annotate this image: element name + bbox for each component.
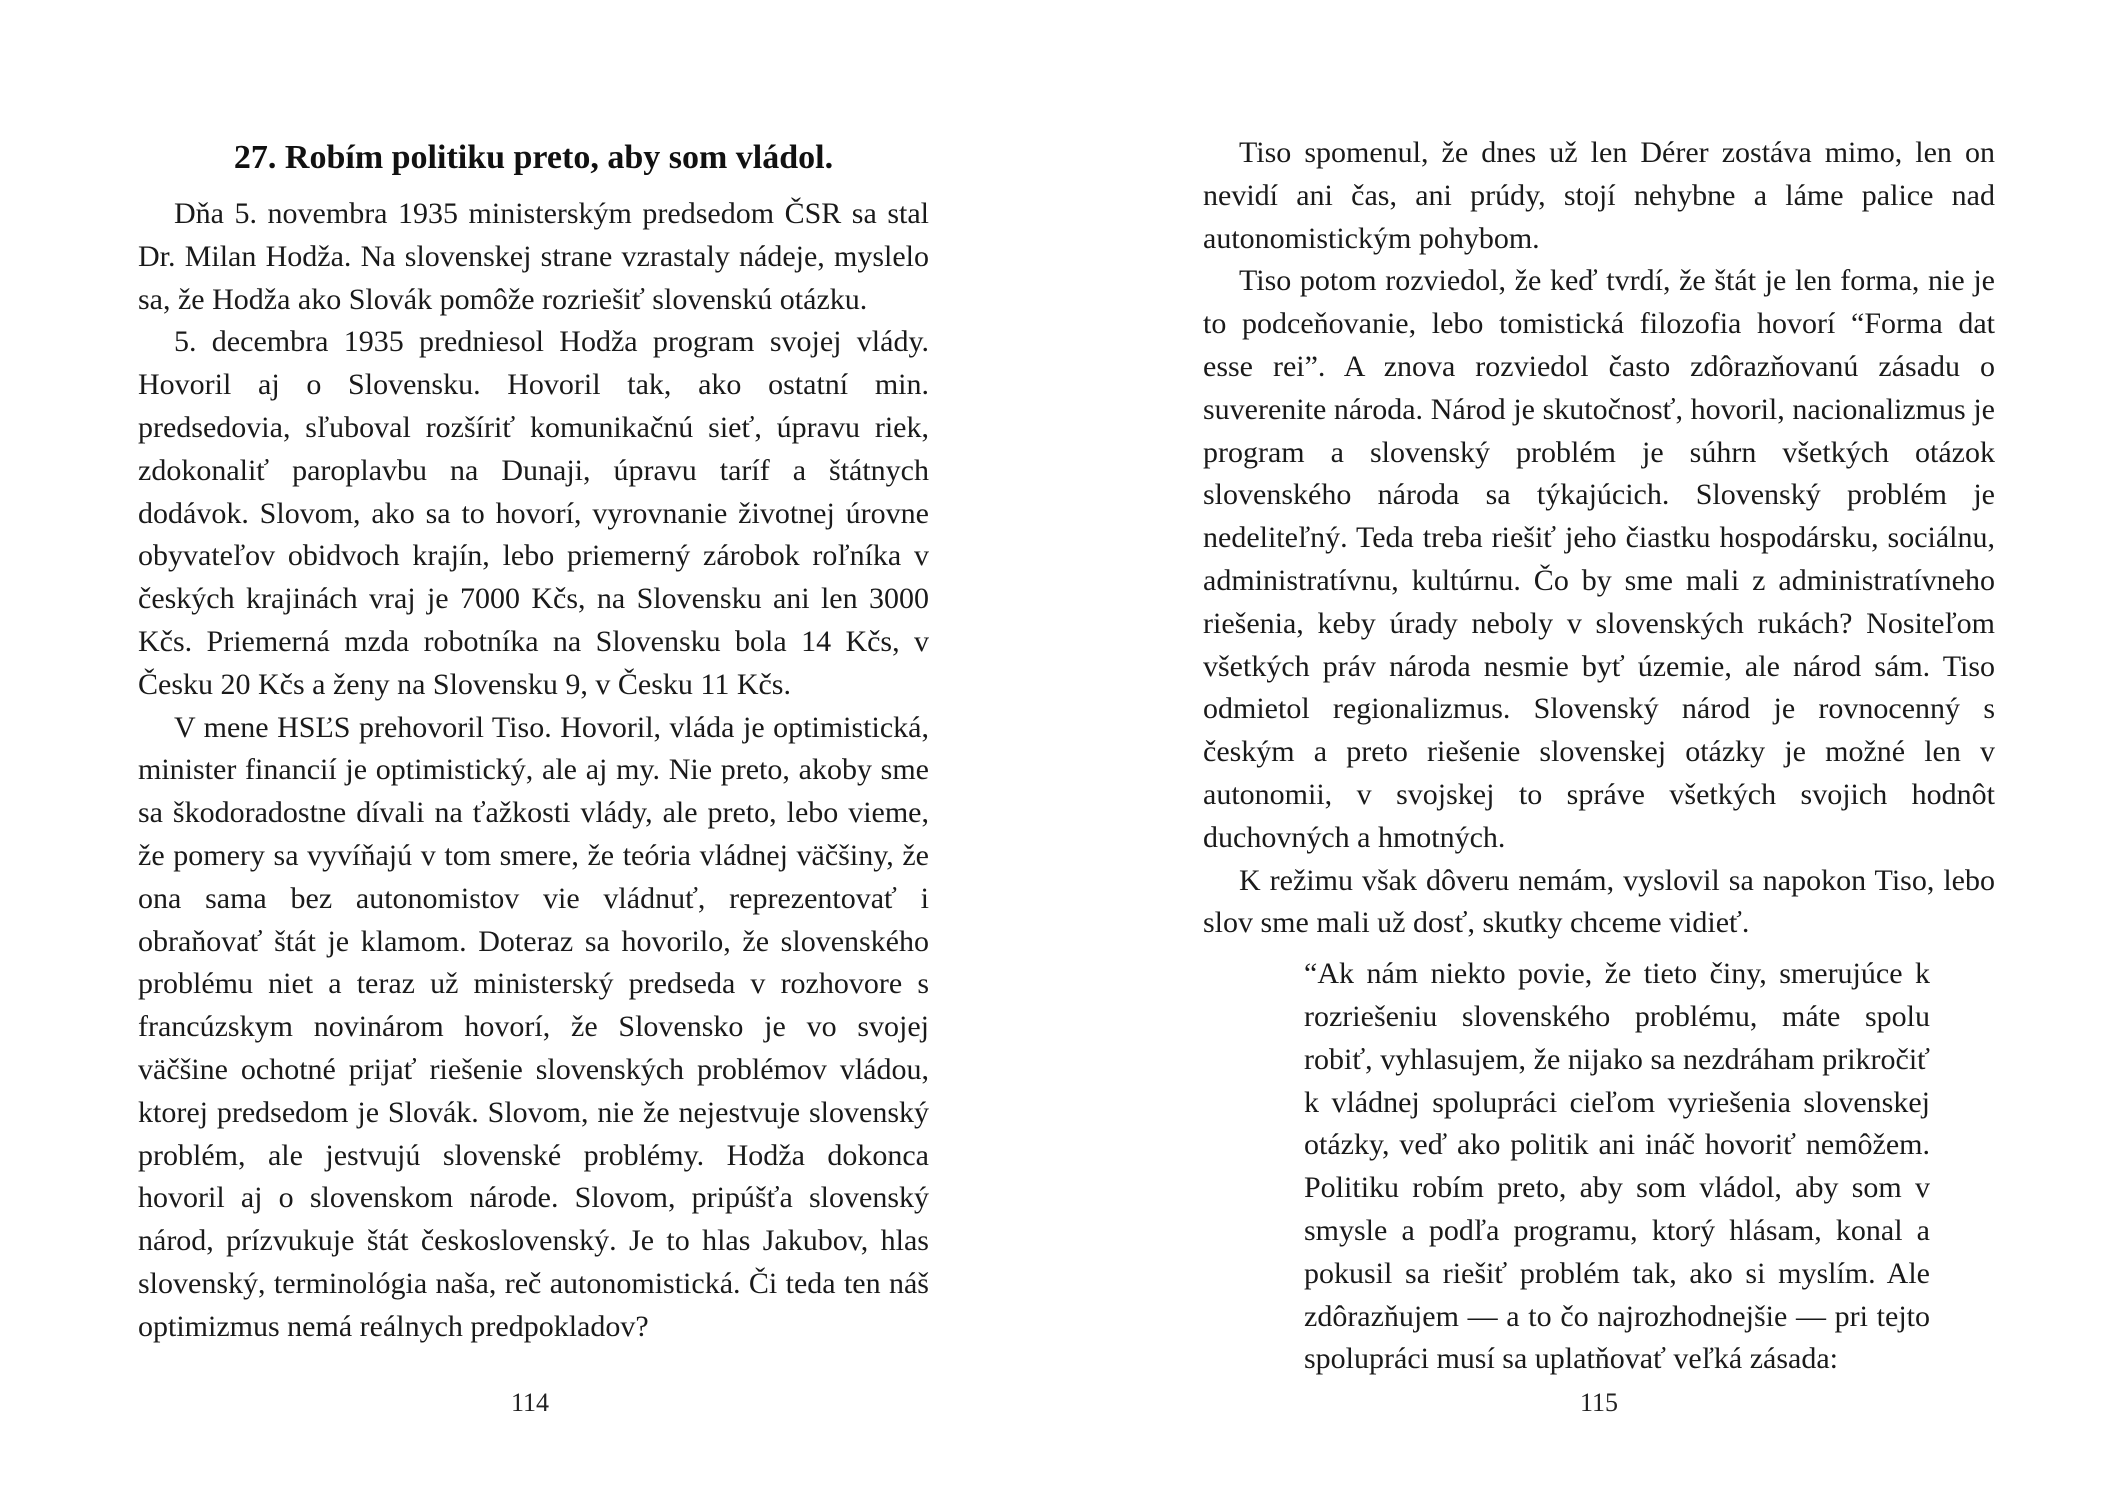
paragraph: Tiso spomenul, že dnes už len Dérer zostáva mimo, len on nevidí ani čas, ani prúdy, stojí nehybne a láme palice nad autonomistickým pohybom. <box>1203 136 1995 255</box>
paragraph: 5. decembra 1935 predniesol Hodža program svojej vlády. Hovoril aj o Slovensku. Hovoril tak, ako ostatní min. predsedovia, sľuboval rozšíriť komunikačnú sieť, úpravu riek, zdokonaliť paroplavbu na Dunaji, úpravu taríf a štátnych dodávok. Slovom, ako sa to hovorí, vyrovnanie životnej úrovne obyvateľov obidvoch krajín, lebo priemerný zárobok roľníka v českých krajinách vraj je 7000 Kčs, na Slovensku ani len 3000 Kčs. Priemerná mzda robotníka na Slovensku bola 14 Kčs, v Česku 20 Kčs a ženy na Slovensku 9, v Česku 11 Kčs. <box>138 325 929 701</box>
page-number: 114 <box>510 1388 550 1417</box>
paragraph: Tiso potom rozviedol, že keď tvrdí, že štát je len forma, nie je to podceňovanie, lebo tomistická filozofia hovorí “Forma dat esse rei”. A znova rozviedol často zdôrazňovanú zásadu o suverenite národa. Národ je skutočnosť, hovoril, nacionalizmus je program a slovenský problém je súhrn všetkých otázok slovenského národa sa týkajúcich. Slovenský problém je nedeliteľný. Teda treba riešiť jeho čiastku hospodársku, sociálnu, administratívnu, kultúrnu. Čo by sme mali z administratívneho riešenia, keby úrady neboly v slovenských rukách? Nositeľom všetkých práv národa nesmie byť územie, ale národ sám. Tiso odmietol regionalizmus. Slovenský národ je rovnocenný s českým a preto riešenie slovenskej otázky je možné len v autonomii, v svojskej to správe všetkých svojich hodnôt duchovných a hmotných. <box>1203 264 1995 854</box>
chapter-title: 27. Robím politiku preto, aby som vládol. <box>233 139 834 176</box>
right-page <box>1059 0 2118 1500</box>
page-number: 115 <box>1579 1388 1619 1417</box>
right-page-body <box>1203 132 1995 1381</box>
block-quote: “Ak nám niekto povie, že tieto činy, smerujúce k rozriešeniu slovenského problému, máte spolu robiť, vyhlasujem, že nijako sa nezdráham prikročiť k vládnej spolupráci cieľom vyriešenia slovenskej otázky, veď ako politik ani ináč hovoriť nemôžem. Politiku robím preto, aby som vládol, aby som v smysle a podľa programu, ktorý hlásam, konal a pokusil sa riešiť problém tak, ako si myslím. Ale zdôrazňujem — a to čo najrozhodnejšie — pri tejto spolupráci musí sa uplatňovať veľká zásada: <box>1304 957 1930 1376</box>
paragraph: Dňa 5. novembra 1935 ministerským predsedom ČSR sa stal Dr. Milan Hodža. Na slovenskej strane vzrastaly nádeje, myslelo sa, že Hodža ako Slovák pomôže rozriešiť slovenskú otázku. <box>138 197 929 316</box>
paragraph: K režimu však dôveru nemám, vyslovil sa napokon Tiso, lebo slov sme mali už dosť, skutky chceme vidieť. <box>1203 863 1995 940</box>
paragraph: V mene HSĽS prehovoril Tiso. Hovoril, vláda je optimistická, minister financií je optimistický, ale aj my. Nie preto, akoby sme sa škodoradostne dívali na ťažkosti vlády, ale preto, lebo vieme, že pomery sa vyvíňajú v tom smere, že teória vládnej väčšiny, že ona sama bez autonomistov vie vládnuť, reprezentovať i obraňovať štát je klamom. Doteraz sa hovorilo, že slovenského problému niet a teraz už ministerský predseda v rozhovore s francúzskym novinárom hovorí, že Slovensko je vo svojej väčšine ochotné prijať riešenie slovenských problémov vládou, ktorej predsedom je Slovák. Slovom, nie že nejestvuje slovenský problém, ale jestvujú slovenské problémy. Hodža dokonca hovoril aj o slovenskom národe. Slovom, pripúšťa slovenský národ, prízvukuje štát československý. Je to hlas Jakubov, hlas slovenský, terminológia naša, reč autonomistická. Či teda ten náš optimizmus nemá reálnych predpokladov? <box>138 710 929 1343</box>
left-page-body <box>138 193 929 1349</box>
